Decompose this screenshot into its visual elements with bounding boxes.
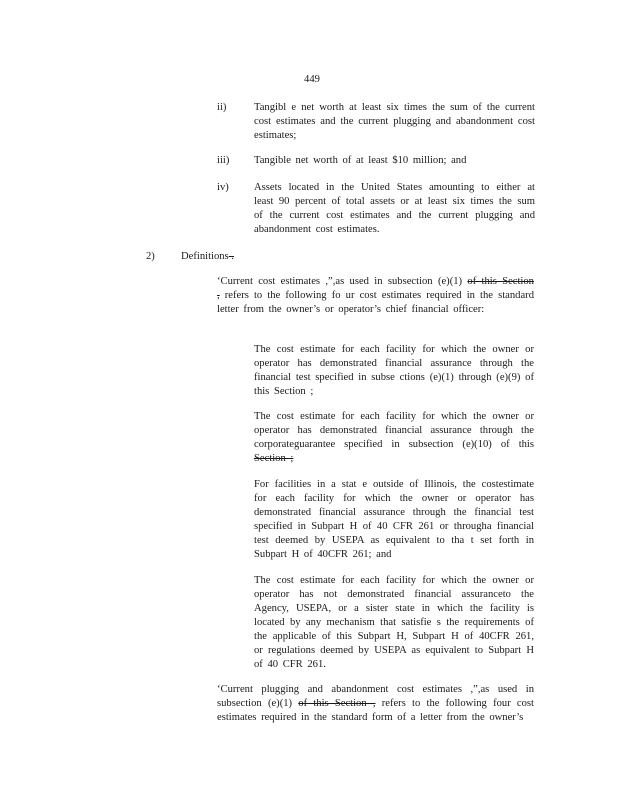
definition-current-cost-estimates: ‘Current cost estimates ,”,as used in subsection (e)(1) of this Section , refers to the following fo ur cost estimates required in the standard letter from the owner’s or operator’s chief financial officer: (217, 276, 534, 315)
cost-estimate-item-4: The cost estimate for each facility for which the owner or operator has not demonstrated financial assuranceto the Agency, USEPA, or a sister state in which the facility is located by any mechanism that satisfie s the requirements of the applicable of this Subpart H, Subpart H of 40CFR 261, or regulations deemed by USEPA as equivalent to Subpart H of 40 CFR 261. (254, 575, 534, 670)
definition-current-plugging-estimates: ‘Current plugging and abandonment cost estimates ,”,as used in subsection (e)(1) of this Section , refers to the following four cost estimates required in the standard form of a letter from the owner’s (217, 684, 535, 723)
list-item-text: Assets located in the United States amounting to either at least 90 percent of total assets or at least six times the sum of the current cost estimates and the current plugging and abandonment cost estimates. (254, 182, 535, 235)
struck-text: . (228, 251, 234, 262)
struck-text: of this Section , (217, 276, 534, 301)
list-item-number: iii) (217, 155, 230, 166)
cost-estimate-item-3: For facilities in a stat e outside of Illinois, the costestimate for each facility for which the owner or operator has demonstrated financial assurance through the financial test specified in Subpart H of 40 CFR 261 or througha financial test deemed by USEPA as equivalent to tha t set forth in Subpart H of 40CFR 261; and (254, 479, 534, 560)
page-number: 449 (304, 74, 320, 85)
list-item-text: Tangible net worth of at least $10 million; and (254, 155, 467, 166)
struck-text: of this Section , (298, 698, 376, 709)
struck-text: Section ; (254, 453, 294, 464)
list-item-text: Tangibl e net worth at least six times the sum of the current cost estimates and the current plugging and abandonment cost estimates; (254, 102, 535, 141)
cost-estimate-item-2: The cost estimate for each facility for which the owner or operator has demonstrated financial assurance through the corporateguarantee specified in subsection (e)(10) of this Section ; (254, 411, 534, 464)
section-label: Definitions . (181, 251, 234, 262)
list-item-number: ii) (217, 102, 227, 113)
list-item-ii (217, 101, 535, 143)
list-item-iii (217, 154, 535, 168)
list-item-iv (217, 181, 535, 237)
section-number: 2) (146, 251, 155, 262)
list-item-number: iv) (217, 182, 229, 193)
cost-estimate-item-1: The cost estimate for each facility for which the owner or operator has demonstrated financial assurance through the financial test specified in subse ctions (e)(1) through (e)(9) of this Section ; (254, 344, 534, 397)
